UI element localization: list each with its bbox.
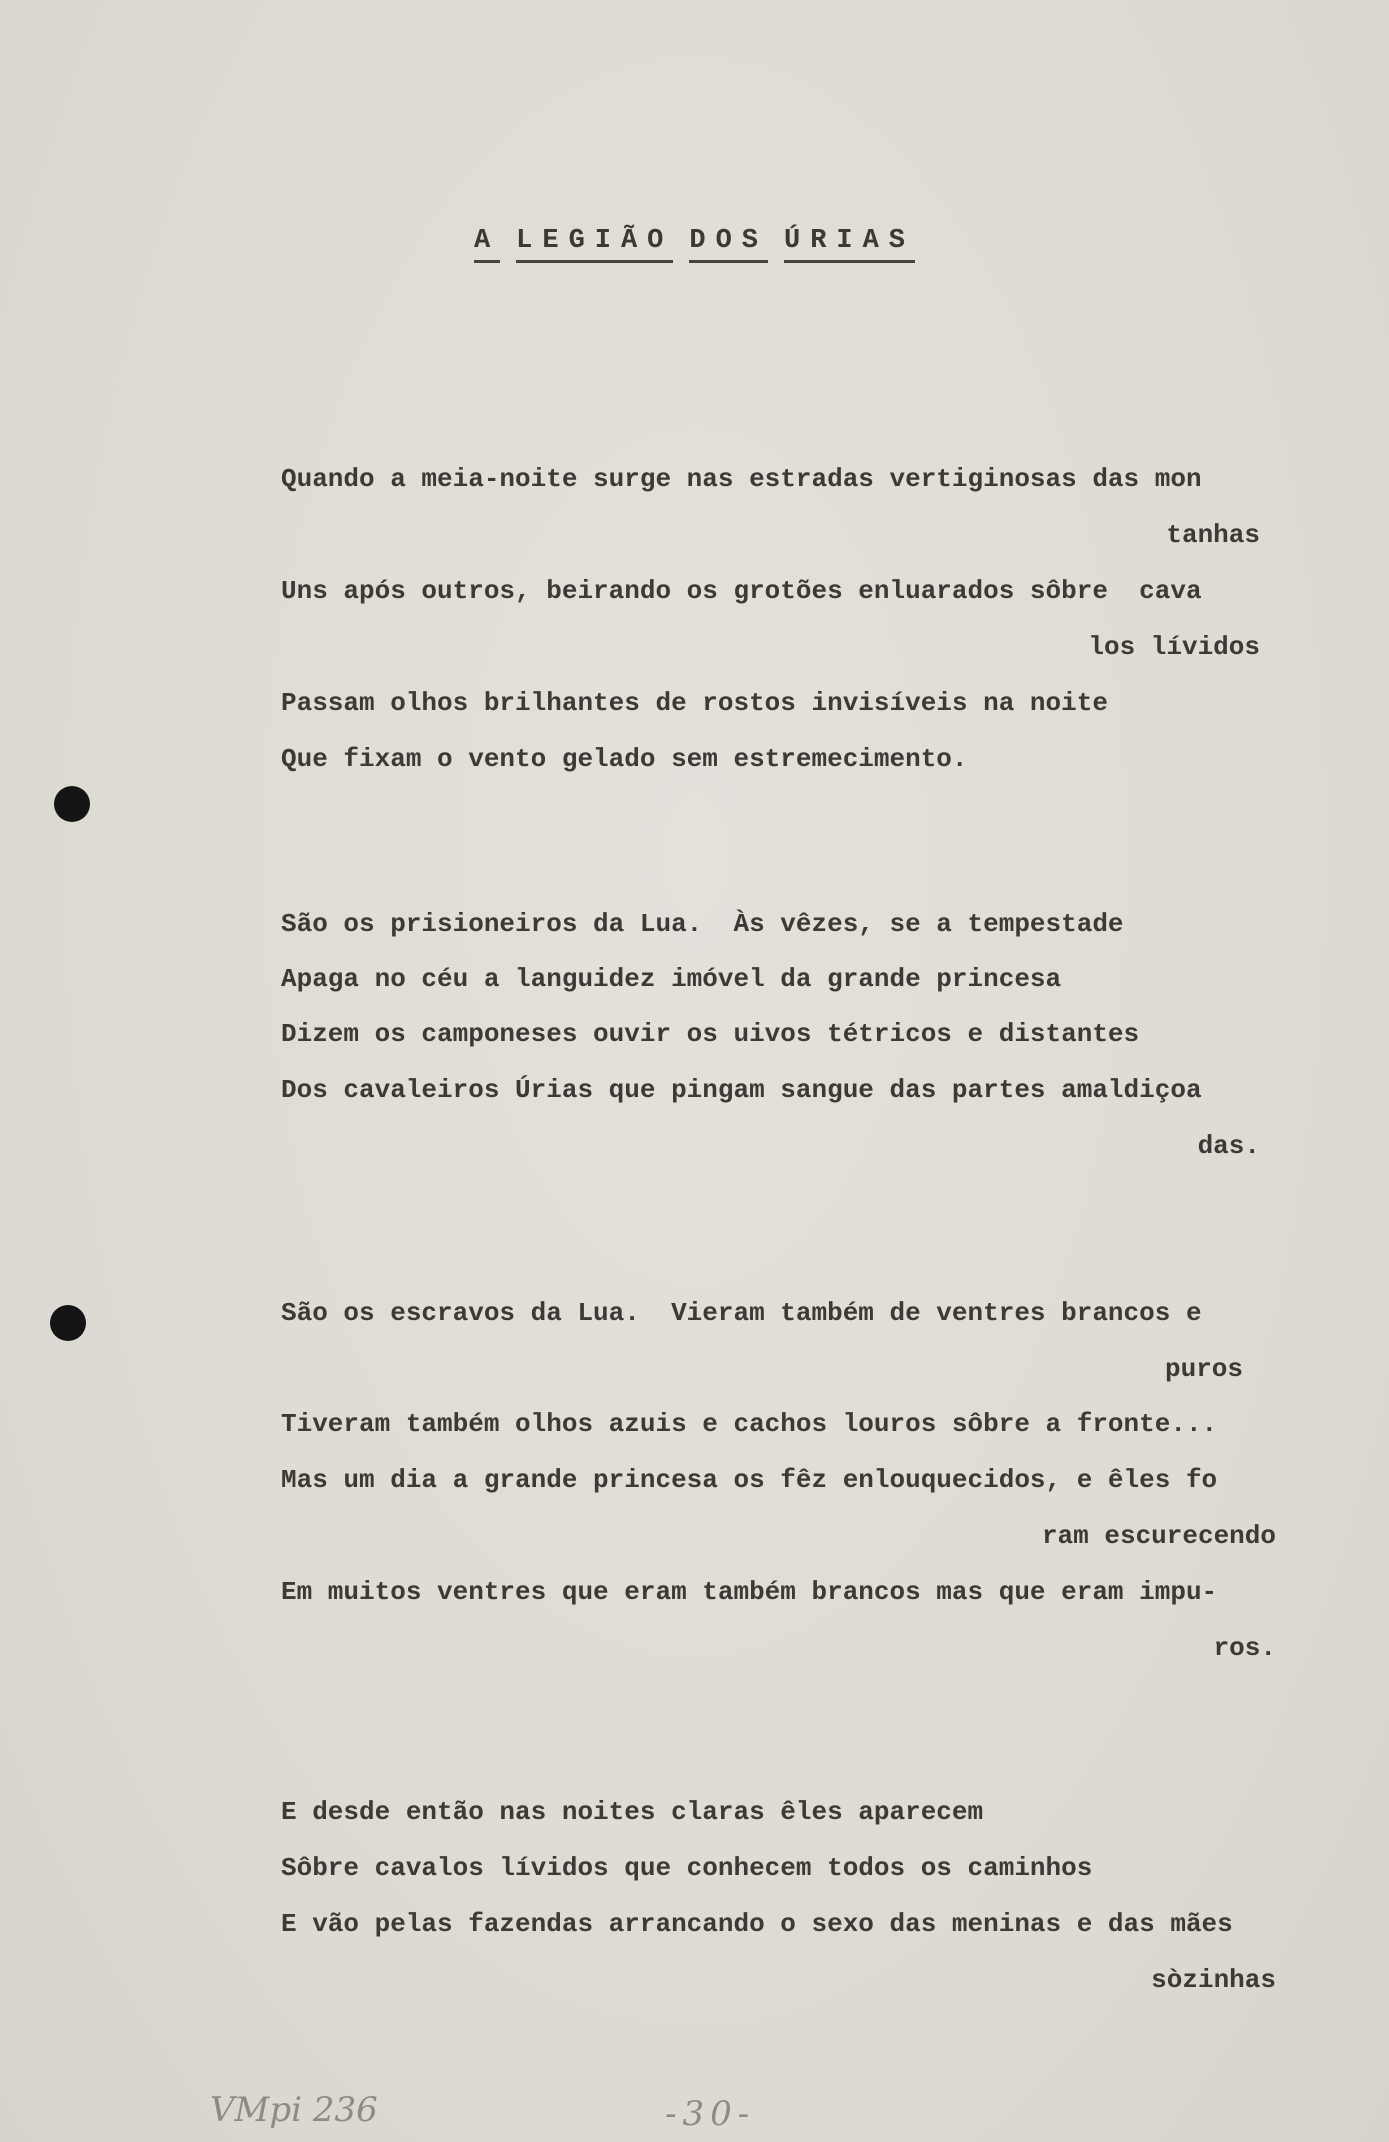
stanza-1-line-2: Uns após outros, beirando os grotões enluarados sôbre cava <box>281 576 1202 606</box>
stanza-4-line-2: Sôbre cavalos lívidos que conhecem todos os caminhos <box>281 1853 1093 1883</box>
stanza-2-line-2: Apaga no céu a languidez imóvel da grande princesa <box>281 964 1062 994</box>
stanza-3-line-1: São os escravos da Lua. Vieram também de ventres brancos e <box>281 1298 1202 1328</box>
title-word: ÚRIAS <box>784 226 915 263</box>
stanza-1-line-1: Quando a meia-noite surge nas estradas vertiginosas das mon <box>281 464 1202 494</box>
stanza-2-line-3: Dizem os camponeses ouvir os uivos tétricos e distantes <box>281 1019 1140 1049</box>
stanza-4-line-1: E desde então nas noites claras êles aparecem <box>281 1797 984 1827</box>
stanza-2-line-1: São os prisioneiros da Lua. Às vêzes, se a tempestade <box>281 909 1124 939</box>
handwritten-page-number: -30- <box>665 2094 756 2134</box>
title-word: DOS <box>689 226 768 263</box>
stanza-4-line-3-cont: sòzinhas <box>1151 1965 1276 1995</box>
handwritten-archive-note: VMpi 236 <box>210 2090 378 2130</box>
stanza-1-line-2-cont: los lívidos <box>1088 632 1260 662</box>
stanza-1-line-3: Passam olhos brilhantes de rostos invisíveis na noite <box>281 688 1108 718</box>
stanza-3-line-3-cont: ram escurecendo <box>1041 1521 1276 1551</box>
stanza-3-line-3: Mas um dia a grande princesa os fêz enlouquecidos, e êles fo <box>281 1465 1218 1495</box>
stanza-4-line-3: E vão pelas fazendas arrancando o sexo das meninas e das mães <box>281 1909 1233 1939</box>
stanza-3-line-1-cont: puros <box>1164 1354 1243 1384</box>
title-word: A <box>474 226 500 263</box>
stanza-2-line-4: Dos cavaleiros Úrias que pingam sangue das partes amaldiçoa <box>281 1075 1202 1105</box>
stanza-1-line-4: Que fixam o vento gelado sem estremecimento. <box>281 744 968 774</box>
title-word: LEGIÃO <box>516 226 673 263</box>
stanza-1-line-1-cont: tanhas <box>1166 520 1260 550</box>
stanza-3-line-4: Em muitos ventres que eram também brancos mas que eram impu- <box>281 1577 1218 1607</box>
stanza-2-line-4-cont: das. <box>1197 1131 1260 1161</box>
stanza-3-line-4-cont: ros. <box>1213 1633 1276 1663</box>
stanza-3-line-2: Tiveram também olhos azuis e cachos louros sôbre a fronte... <box>281 1409 1218 1439</box>
punch-hole <box>54 786 90 822</box>
poem-title <box>0 226 1389 263</box>
punch-hole <box>50 1305 86 1341</box>
